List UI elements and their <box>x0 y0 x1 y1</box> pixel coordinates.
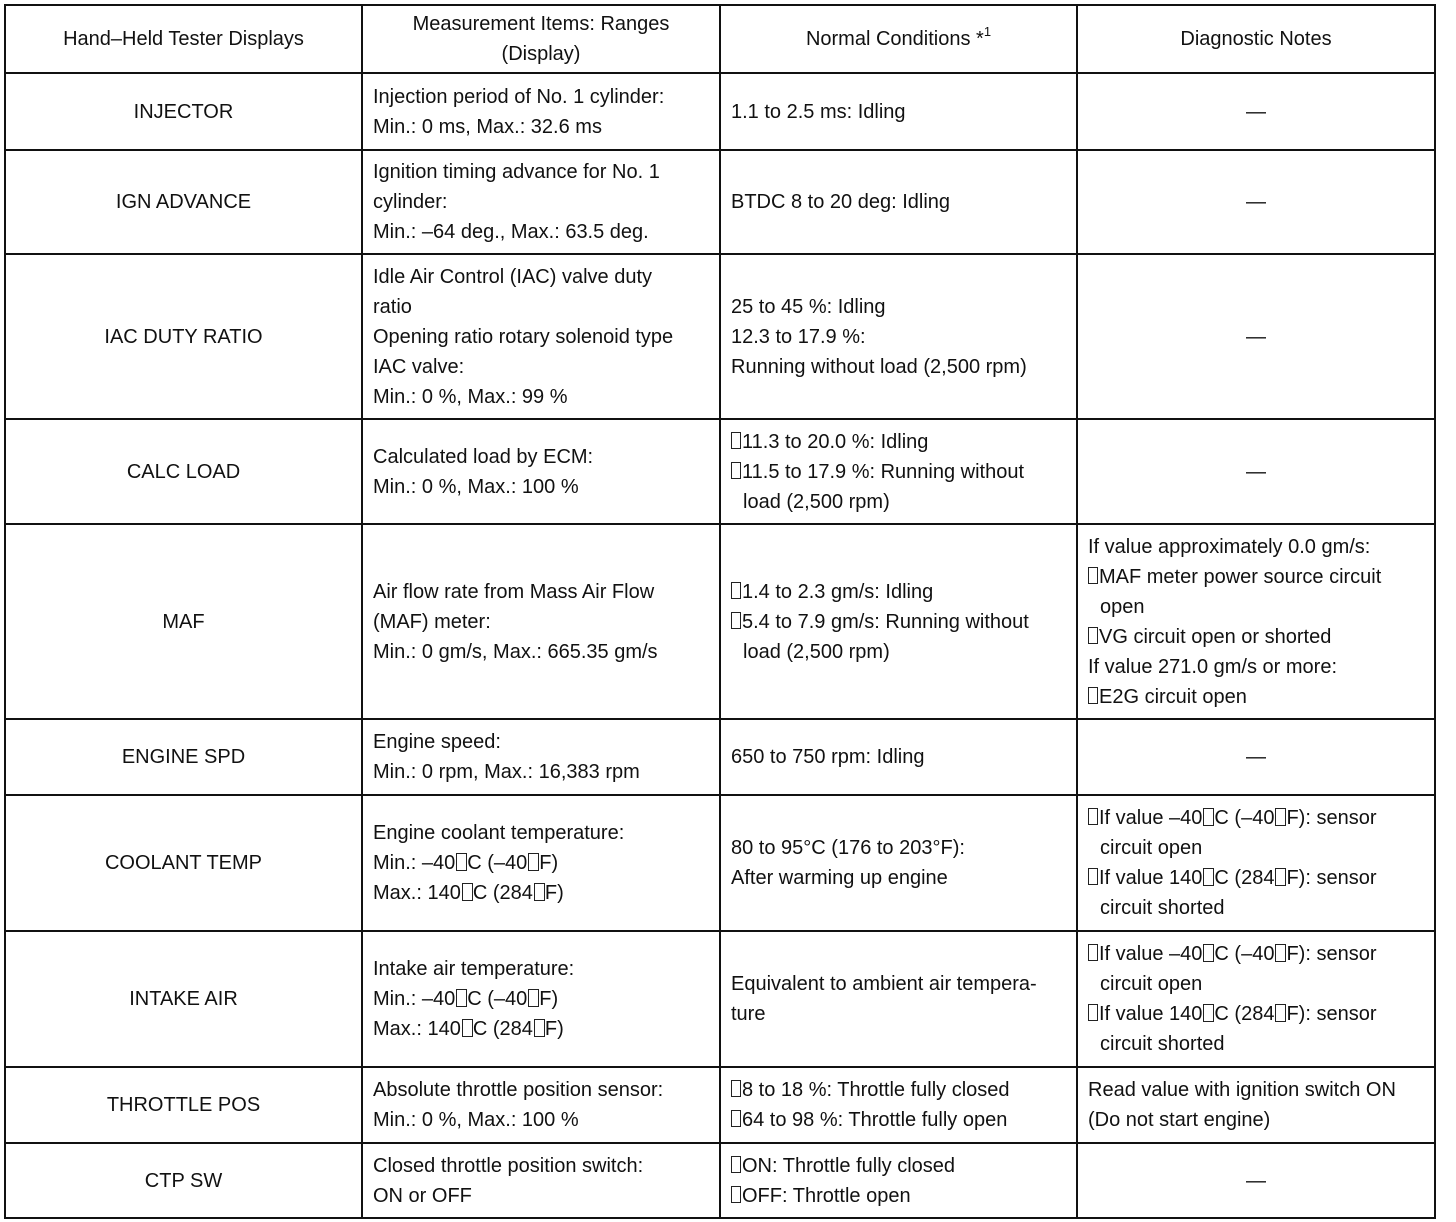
table-row <box>5 719 1435 795</box>
bullet-box <box>731 462 741 479</box>
cell-notes: — <box>1077 254 1435 419</box>
bullet-box <box>731 582 741 599</box>
footnote-marker: 1 <box>983 24 992 39</box>
cell-range: Air flow rate from Mass Air Flow (MAF) meter: Min.: 0 gm/s, Max.: 665.35 gm/s <box>362 524 720 719</box>
bullet-box <box>1088 567 1098 584</box>
degree-box <box>456 853 467 871</box>
cell-range: Ignition timing advance for No. 1 cylinder: Min.: –64 deg., Max.: 63.5 deg. <box>362 150 720 254</box>
cell-normal: 25 to 45 %: Idling 12.3 to 17.9 %: Running without load (2,500 rpm) <box>720 254 1077 419</box>
degree-box <box>534 1019 545 1037</box>
header-notes: Diagnostic Notes <box>1077 5 1435 73</box>
header-normal: Normal Conditions *$^1$ <box>720 5 1077 73</box>
cell-notes: — <box>1077 1143 1435 1218</box>
bullet-box <box>731 612 741 629</box>
degree-box <box>456 989 467 1007</box>
cell-display: INTAKE AIR <box>5 931 362 1067</box>
cell-display: IAC DUTY RATIO <box>5 254 362 419</box>
cell-range: Idle Air Control (IAC) valve duty ratio Opening ratio rotary solenoid type IAC valve: Min.: 0 %, Max.: 99 % <box>362 254 720 419</box>
data-list-table <box>4 4 1436 1219</box>
bullet-box <box>731 1156 741 1173</box>
cell-notes: If value –40 C (–40 F): sensor circuit open If value 140 C (284 F): sensor circuit shorted <box>1077 795 1435 931</box>
cell-display: INJECTOR <box>5 73 362 150</box>
cell-notes: If value approximately 0.0 gm/s: MAF meter power source circuit open VG circuit open or shorted If value 271.0 gm/s or more: E2G circuit open <box>1077 524 1435 719</box>
degree-box <box>462 1019 473 1037</box>
bullet-box <box>1088 808 1098 825</box>
cell-display: ENGINE SPD <box>5 719 362 795</box>
degree-box <box>1275 944 1286 962</box>
cell-display: THROTTLE POS <box>5 1067 362 1143</box>
cell-normal: 650 to 750 rpm: Idling <box>720 719 1077 795</box>
cell-range: Intake air temperature: Min.: –40 C (–40 F) Max.: 140 C (284 F) <box>362 931 720 1067</box>
degree-box <box>1203 1004 1214 1022</box>
degree-box <box>528 853 539 871</box>
bullet-box <box>731 1186 741 1203</box>
table-row <box>5 931 1435 1067</box>
bullet-box <box>731 1110 741 1127</box>
cell-display: COOLANT TEMP <box>5 795 362 931</box>
cell-normal: ON: Throttle fully closed OFF: Throttle open <box>720 1143 1077 1218</box>
table-row <box>5 254 1435 419</box>
header-range-line1: Measurement Items: Ranges <box>412 13 670 35</box>
table-row <box>5 524 1435 719</box>
bullet-box <box>1088 687 1098 704</box>
table-row <box>5 150 1435 254</box>
cell-normal: 11.3 to 20.0 %: Idling 11.5 to 17.9 %: Running without load (2,500 rpm) <box>720 419 1077 524</box>
degree-box <box>1275 808 1286 826</box>
table-row <box>5 1143 1435 1218</box>
cell-normal: 80 to 95°C (176 to 203°F): After warming up engine <box>720 795 1077 931</box>
table-row <box>5 419 1435 524</box>
header-row <box>5 5 1435 73</box>
degree-box <box>1203 868 1214 886</box>
degree-box <box>462 883 473 901</box>
bullet-box <box>1088 944 1098 961</box>
cell-notes: Read value with ignition switch ON (Do not start engine) <box>1077 1067 1435 1143</box>
cell-notes: If value –40 C (–40 F): sensor circuit open If value 140 C (284 F): sensor circuit shorted <box>1077 931 1435 1067</box>
degree-box <box>1203 944 1214 962</box>
cell-display: IGN ADVANCE <box>5 150 362 254</box>
cell-display: CTP SW <box>5 1143 362 1218</box>
bullet-box <box>1088 627 1098 644</box>
degree-box <box>1203 808 1214 826</box>
degree-box <box>1275 868 1286 886</box>
cell-range: Injection period of No. 1 cylinder: Min.: 0 ms, Max.: 32.6 ms <box>362 73 720 150</box>
cell-normal: 1.4 to 2.3 gm/s: Idling 5.4 to 7.9 gm/s: Running without load (2,500 rpm) <box>720 524 1077 719</box>
bullet-box <box>1088 1004 1098 1021</box>
header-display: Hand–Held Tester Displays <box>5 5 362 73</box>
bullet-box <box>731 432 741 449</box>
cell-normal: BTDC 8 to 20 deg: Idling <box>720 150 1077 254</box>
cell-range: Engine coolant temperature: Min.: –40 C (–40 F) Max.: 140 C (284 F) <box>362 795 720 931</box>
table-row <box>5 73 1435 150</box>
cell-range: Calculated load by ECM: Min.: 0 %, Max.: 100 % <box>362 419 720 524</box>
table-row <box>5 795 1435 931</box>
cell-notes: — <box>1077 150 1435 254</box>
cell-notes: — <box>1077 419 1435 524</box>
cell-notes: — <box>1077 719 1435 795</box>
cell-normal: Equivalent to ambient air tempera- ture <box>720 931 1077 1067</box>
cell-range: Closed throttle position switch: ON or OFF <box>362 1143 720 1218</box>
cell-display: MAF <box>5 524 362 719</box>
table-row <box>5 1067 1435 1143</box>
degree-box <box>528 989 539 1007</box>
degree-box <box>534 883 545 901</box>
cell-display: CALC LOAD <box>5 419 362 524</box>
cell-notes: — <box>1077 73 1435 150</box>
degree-box <box>1275 1004 1286 1022</box>
bullet-box <box>1088 868 1098 885</box>
cell-normal: 8 to 18 %: Throttle fully closed 64 to 98 %: Throttle fully open <box>720 1067 1077 1143</box>
header-range-line2: (Display) <box>501 43 581 65</box>
cell-normal: 1.1 to 2.5 ms: Idling <box>720 73 1077 150</box>
cell-range: Absolute throttle position sensor: Min.: 0 %, Max.: 100 % <box>362 1067 720 1143</box>
cell-range: Engine speed: Min.: 0 rpm, Max.: 16,383 rpm <box>362 719 720 795</box>
header-range <box>362 5 720 73</box>
bullet-box <box>731 1080 741 1097</box>
